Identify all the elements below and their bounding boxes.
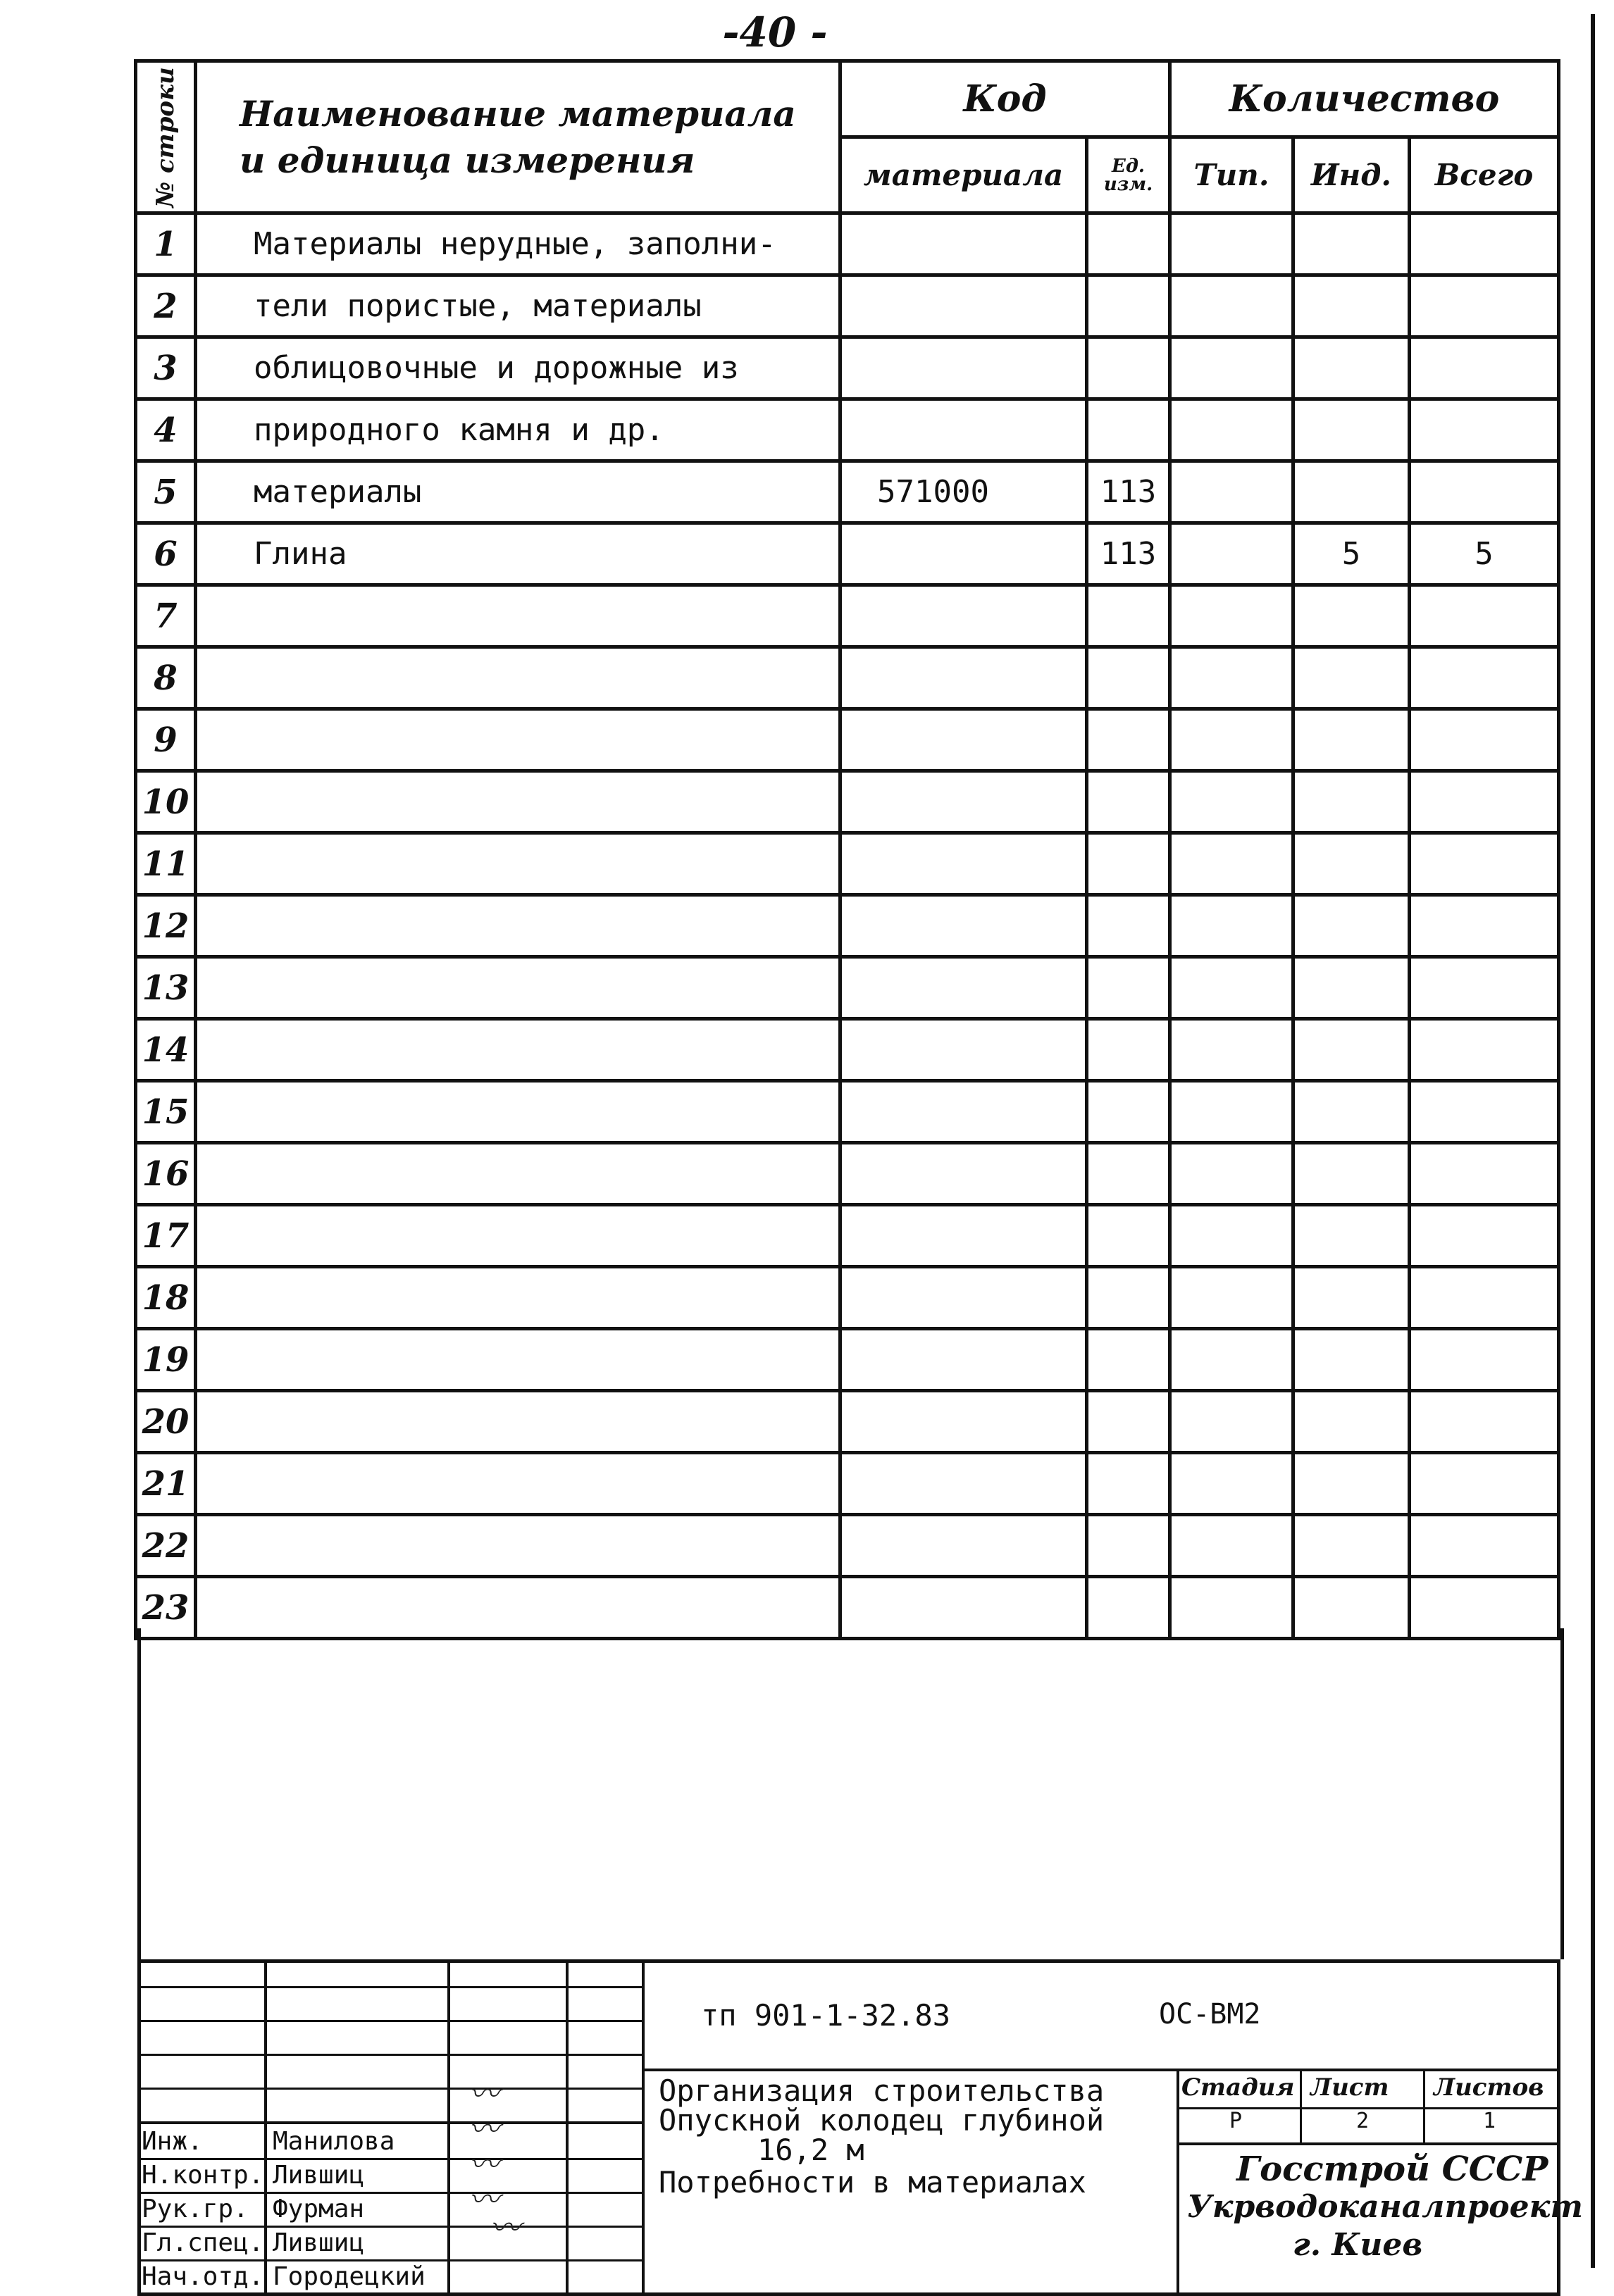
unit-code (1087, 1019, 1170, 1081)
qty-typical (1170, 709, 1293, 771)
material-code (840, 1329, 1087, 1391)
qty-typical (1170, 337, 1293, 399)
qty-individual (1293, 337, 1410, 399)
unit-code (1087, 647, 1170, 709)
table-row (136, 337, 1559, 399)
qty-total (1410, 1267, 1559, 1329)
page-number: -40 - (722, 8, 828, 56)
material-code (840, 1205, 1087, 1267)
table-row (136, 647, 1559, 709)
material-name: облицовочные и дорожные из (196, 337, 840, 399)
material-name (196, 709, 840, 771)
table-row (136, 1267, 1559, 1329)
unit-code (1087, 1081, 1170, 1143)
title-line-3: 16,2 м (757, 2133, 864, 2167)
qty-typical (1170, 213, 1293, 275)
material-code (840, 213, 1087, 275)
material-name (196, 895, 840, 957)
qty-individual (1293, 213, 1410, 275)
sheets-value: 1 (1483, 2109, 1496, 2133)
qty-total (1410, 1515, 1559, 1577)
row-number: 18 (136, 1267, 196, 1329)
qty-total (1410, 337, 1559, 399)
signatory-name: Манилова (273, 2127, 395, 2156)
signature-2: 〰 (468, 2111, 499, 2147)
header-material-name: Наименование материала и единица измерения (196, 61, 840, 213)
row-number: 13 (136, 957, 196, 1019)
row-number: 5 (136, 461, 196, 523)
header-row-number: № строки (136, 61, 196, 213)
unit-code (1087, 1267, 1170, 1329)
material-name (196, 1515, 840, 1577)
material-code (840, 399, 1087, 461)
unit-code (1087, 1515, 1170, 1577)
title-line-2: Опускной колодец глубиной (659, 2103, 1105, 2138)
qty-typical (1170, 1515, 1293, 1577)
signatory-role: Нач.отд. (142, 2262, 264, 2291)
unit-code (1087, 957, 1170, 1019)
qty-individual (1293, 1453, 1410, 1515)
material-code (840, 1143, 1087, 1205)
header-quantity: Количество (1170, 61, 1559, 137)
table-row (136, 895, 1559, 957)
unit-code (1087, 1391, 1170, 1453)
row-number: 4 (136, 399, 196, 461)
qty-typical (1170, 1019, 1293, 1081)
signatory-role: Н.контр. (142, 2161, 264, 2190)
material-name (196, 833, 840, 895)
material-code (840, 523, 1087, 585)
table-body (136, 213, 1559, 1639)
qty-individual (1293, 1143, 1410, 1205)
unit-code (1087, 1329, 1170, 1391)
sheet-label: Лист (1310, 2073, 1389, 2102)
qty-total (1410, 833, 1559, 895)
material-name (196, 957, 840, 1019)
qty-individual (1293, 647, 1410, 709)
table-row (136, 523, 1559, 585)
material-name (196, 1019, 840, 1081)
row-number: 15 (136, 1081, 196, 1143)
material-code (840, 585, 1087, 647)
material-code (840, 709, 1087, 771)
qty-individual (1293, 771, 1410, 833)
unit-code (1087, 337, 1170, 399)
qty-individual (1293, 1267, 1410, 1329)
signature-4: 〰 (468, 2182, 499, 2218)
qty-typical (1170, 833, 1293, 895)
qty-typical (1170, 1453, 1293, 1515)
row-number: 9 (136, 709, 196, 771)
row-number: 20 (136, 1391, 196, 1453)
qty-total (1410, 771, 1559, 833)
table-row (136, 399, 1559, 461)
qty-typical (1170, 1267, 1293, 1329)
qty-total (1410, 895, 1559, 957)
material-code (840, 833, 1087, 895)
signatory-name: Городецкий (273, 2262, 426, 2291)
unit-code (1087, 771, 1170, 833)
material-code (840, 1267, 1087, 1329)
qty-individual (1293, 895, 1410, 957)
table-row (136, 1019, 1559, 1081)
table-row (136, 1205, 1559, 1267)
material-name (196, 585, 840, 647)
qty-total (1410, 1081, 1559, 1143)
qty-individual (1293, 709, 1410, 771)
signature-1: 〰 (468, 2076, 499, 2112)
table-row (136, 1515, 1559, 1577)
row-number: 16 (136, 1143, 196, 1205)
qty-total (1410, 1019, 1559, 1081)
material-code (840, 1019, 1087, 1081)
material-code: 571000 (840, 461, 1087, 523)
material-name (196, 1453, 840, 1515)
header-individual: Инд. (1293, 137, 1410, 213)
qty-total (1410, 213, 1559, 275)
material-code (840, 771, 1087, 833)
qty-total (1410, 1453, 1559, 1515)
blank-area (137, 1628, 1564, 1959)
unit-code (1087, 1205, 1170, 1267)
stage-value: Р (1229, 2109, 1243, 2133)
qty-individual (1293, 1205, 1410, 1267)
qty-total (1410, 399, 1559, 461)
qty-individual (1293, 1019, 1410, 1081)
signature-5: 〰 (490, 2210, 521, 2246)
qty-individual (1293, 275, 1410, 337)
material-name (196, 1329, 840, 1391)
qty-total (1410, 709, 1559, 771)
material-name (196, 771, 840, 833)
qty-individual (1293, 833, 1410, 895)
qty-total (1410, 647, 1559, 709)
qty-typical (1170, 461, 1293, 523)
qty-typical (1170, 957, 1293, 1019)
signatory-name: Фурман (273, 2195, 365, 2223)
qty-total (1410, 275, 1559, 337)
material-name (196, 1143, 840, 1205)
unit-code: 113 (1087, 523, 1170, 585)
material-name: Материалы нерудные, заполни- (196, 213, 840, 275)
material-code (840, 1515, 1087, 1577)
unit-code (1087, 213, 1170, 275)
qty-individual: 5 (1293, 523, 1410, 585)
qty-total (1410, 1329, 1559, 1391)
title-line-1: Организация строительства (659, 2073, 1105, 2108)
qty-typical (1170, 399, 1293, 461)
org-line-1: Госстрой СССР (1236, 2150, 1548, 2189)
title-line-4: Потребности в материалах (659, 2165, 1086, 2200)
qty-individual (1293, 399, 1410, 461)
material-code (840, 1453, 1087, 1515)
qty-typical (1170, 771, 1293, 833)
table-row (136, 833, 1559, 895)
qty-typical (1170, 585, 1293, 647)
row-number: 8 (136, 647, 196, 709)
doc-code: тп 901-1-32.83 (701, 1998, 951, 2033)
header-unit: Ед. изм. (1087, 137, 1170, 213)
material-name: тели пористые, материалы (196, 275, 840, 337)
signatory-name: Лившиц (273, 2228, 365, 2257)
row-number: 3 (136, 337, 196, 399)
row-number: 6 (136, 523, 196, 585)
material-name (196, 1391, 840, 1453)
table-row (136, 1329, 1559, 1391)
table-row (136, 709, 1559, 771)
unit-code (1087, 585, 1170, 647)
material-code (840, 647, 1087, 709)
row-number: 12 (136, 895, 196, 957)
unit-code (1087, 399, 1170, 461)
signatory-role: Инж. (142, 2127, 203, 2156)
material-code (840, 957, 1087, 1019)
unit-code (1087, 833, 1170, 895)
header-material-code: материала (840, 137, 1087, 213)
table-row (136, 585, 1559, 647)
org-line-3: г. Киев (1293, 2227, 1423, 2263)
qty-typical (1170, 1081, 1293, 1143)
qty-total (1410, 1205, 1559, 1267)
row-number: 14 (136, 1019, 196, 1081)
table-row (136, 213, 1559, 275)
right-margin-line (1591, 14, 1595, 2268)
sheet-value: 2 (1356, 2109, 1370, 2133)
qty-total: 5 (1410, 523, 1559, 585)
row-number: 7 (136, 585, 196, 647)
qty-individual (1293, 1081, 1410, 1143)
qty-typical (1170, 275, 1293, 337)
row-number: 21 (136, 1453, 196, 1515)
row-number: 22 (136, 1515, 196, 1577)
row-number: 1 (136, 213, 196, 275)
row-number: 11 (136, 833, 196, 895)
qty-typical (1170, 1391, 1293, 1453)
unit-code (1087, 275, 1170, 337)
row-number: 2 (136, 275, 196, 337)
qty-total (1410, 1143, 1559, 1205)
material-code (840, 275, 1087, 337)
qty-total (1410, 461, 1559, 523)
unit-code (1087, 895, 1170, 957)
row-number: 10 (136, 771, 196, 833)
qty-typical (1170, 647, 1293, 709)
qty-typical (1170, 895, 1293, 957)
table-row (136, 957, 1559, 1019)
material-name: Глина (196, 523, 840, 585)
table-row (136, 1081, 1559, 1143)
material-code (840, 895, 1087, 957)
material-name: материалы (196, 461, 840, 523)
header-typical: Тип. (1170, 137, 1293, 213)
header-total: Всего (1410, 137, 1559, 213)
unit-code (1087, 1143, 1170, 1205)
qty-individual (1293, 957, 1410, 1019)
table-row (136, 1391, 1559, 1453)
sheet-code: ОС-ВМ2 (1159, 1998, 1261, 2030)
material-name (196, 647, 840, 709)
qty-individual (1293, 1391, 1410, 1453)
qty-total (1410, 957, 1559, 1019)
unit-code (1087, 709, 1170, 771)
sheets-label: Листов (1434, 2073, 1544, 2102)
material-code (840, 1081, 1087, 1143)
table-row (136, 1143, 1559, 1205)
materials-table (134, 59, 1560, 1640)
signatory-name: Лившиц (273, 2161, 365, 2190)
table-row (136, 461, 1559, 523)
qty-individual (1293, 1329, 1410, 1391)
table-row (136, 771, 1559, 833)
signatory-role: Рук.гр. (142, 2195, 249, 2223)
material-name: природного камня и др. (196, 399, 840, 461)
title-block (137, 1959, 1583, 2296)
header-kod: Код (840, 61, 1170, 137)
qty-typical (1170, 1143, 1293, 1205)
table-row (136, 275, 1559, 337)
stage-label: Стадия (1181, 2073, 1295, 2102)
qty-total (1410, 585, 1559, 647)
qty-individual (1293, 585, 1410, 647)
signature-3: 〰 (468, 2147, 499, 2183)
table-row (136, 1453, 1559, 1515)
signatory-role: Гл.спец. (142, 2228, 264, 2257)
row-number: 19 (136, 1329, 196, 1391)
qty-total (1410, 1391, 1559, 1453)
unit-code (1087, 1453, 1170, 1515)
qty-typical (1170, 1329, 1293, 1391)
material-code (840, 337, 1087, 399)
qty-individual (1293, 461, 1410, 523)
qty-individual (1293, 1515, 1410, 1577)
material-name (196, 1081, 840, 1143)
material-code (840, 1391, 1087, 1453)
material-name (196, 1267, 840, 1329)
org-line-2: Укрводоканалпроект (1187, 2189, 1583, 2225)
qty-typical (1170, 1205, 1293, 1267)
row-number: 17 (136, 1205, 196, 1267)
unit-code: 113 (1087, 461, 1170, 523)
row-number: 23 (136, 1577, 196, 1639)
material-name (196, 1205, 840, 1267)
qty-typical (1170, 523, 1293, 585)
